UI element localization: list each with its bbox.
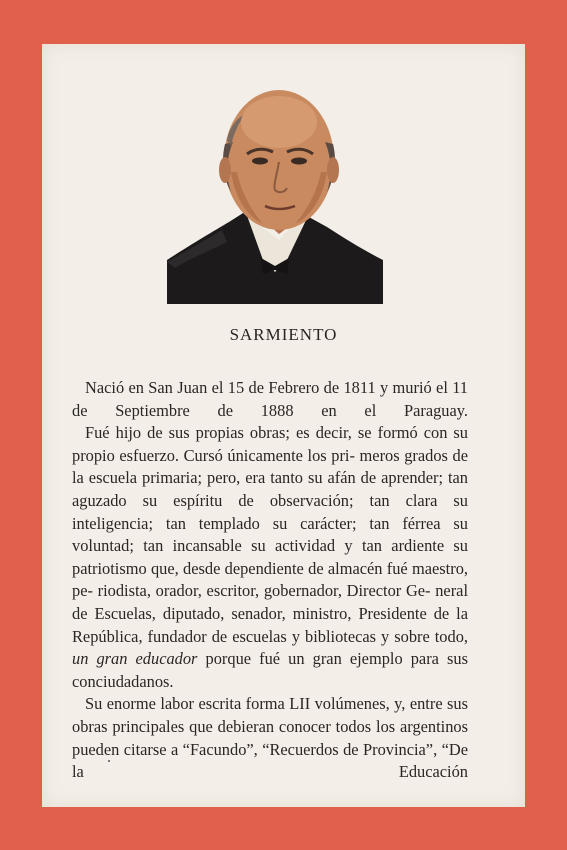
text-line: observación; tan clara su inteligencia; tan templado [72, 490, 468, 533]
text-line: todos los argentinos pueden citarse a “Facundo”, [72, 716, 468, 759]
text-line: porque [197, 649, 252, 669]
book-page [42, 44, 525, 807]
emphasized-text: un gran educador [72, 649, 198, 669]
biography-text [72, 377, 468, 784]
text-line: su carácter; tan férrea su voluntad; tan incansable [72, 513, 468, 556]
text-line: Presidente de la República, fundador de escuelas [72, 603, 468, 646]
text-line: murió el 11 de Septiembre de 1888 en el Paraguay. [72, 378, 468, 420]
text-line: Su enorme labor escrita forma LII volúmenes, [85, 694, 390, 714]
page-title: SARMIENTO [229, 325, 338, 344]
text-line: su actividad y tan ardiente su patriotismo que, [72, 536, 468, 578]
portrait-illustration [167, 82, 383, 304]
text-line: Fué hijo de sus propias obras; es decir, se formó [85, 423, 418, 443]
ink-speck [108, 760, 110, 762]
text-line: Nació en San Juan el 15 de Febrero de 1811 y [85, 378, 389, 397]
text-line: su afán de aprender; tan aguzado su espíritu de [72, 468, 468, 510]
text-line: y, entre sus obras principales que debieran conocer [72, 694, 468, 736]
text-line: neral de Escuelas, diputado, senador, ministro, [72, 581, 468, 623]
text-line: fué un gran ejemplo para sus conciudadanos. [72, 649, 468, 691]
paragraph-3 [72, 693, 468, 783]
text-line: riodista, orador, escritor, gobernador, Director Ge- [97, 581, 431, 601]
text-line: con su propio esfuerzo. Cursó únicamente los pri- [72, 423, 468, 465]
text-line: “Recuerdos de Provincia”, “De la Educación [72, 739, 468, 782]
text-line: y bibliotecas y sobre todo, [291, 626, 468, 646]
text-line: desde dependiente de almacén fué maestro, pe- [72, 558, 468, 601]
text-line: meros grados de la escuela primaria; pero, era tanto [72, 445, 468, 488]
paragraph-1 [72, 377, 468, 422]
paragraph-2 [72, 422, 468, 693]
